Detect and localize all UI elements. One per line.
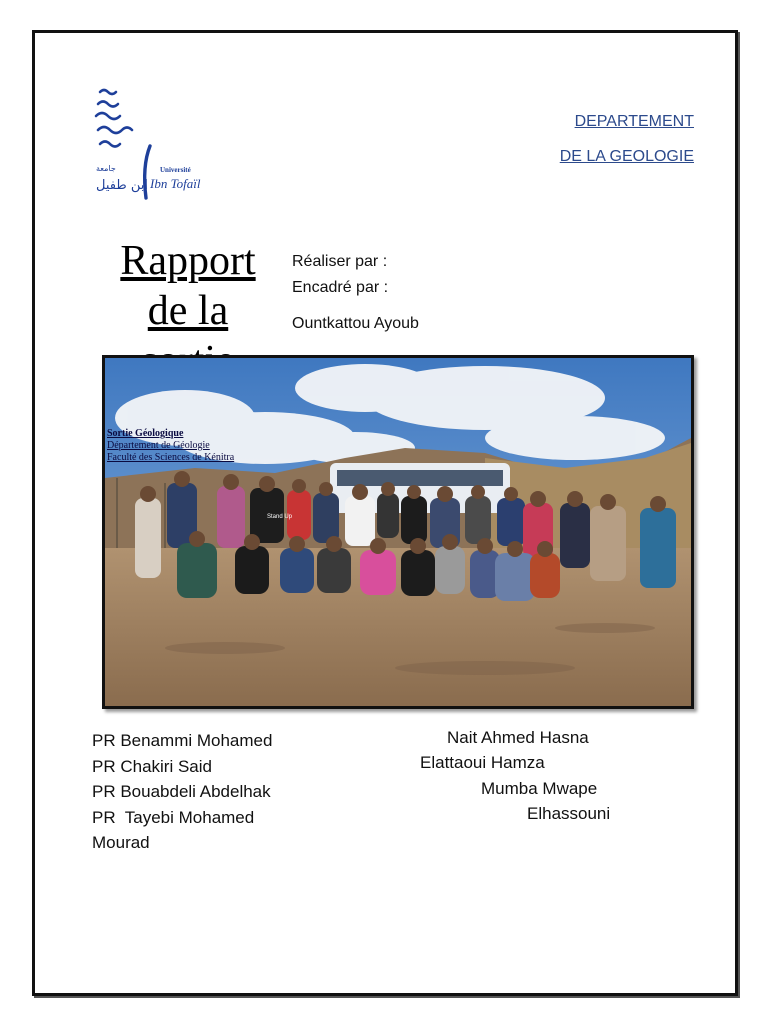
logo-univ-name: Ibn Tofaïl — [150, 176, 201, 191]
realiser-label: Réaliser par : — [292, 253, 388, 270]
supervisor-name: PR Chakiri Said — [92, 756, 212, 776]
student-name: Elattaoui Hamza — [420, 753, 545, 772]
department-line-2: DE LA GEOLOGIE — [559, 148, 694, 165]
title-line-1: Rapport — [120, 238, 256, 284]
encadre-label: Encadré par : — [292, 279, 389, 296]
caption-faculty: Faculté des Sciences de Kénitra — [107, 452, 235, 463]
report-title — [96, 236, 280, 354]
student-name: Elhassouni — [527, 804, 611, 823]
caption-department: Département de Géologie — [107, 440, 210, 451]
supervisor-name: PR Tayebi Mohamed — [92, 807, 255, 827]
student-name: Mumba Mwape — [481, 779, 598, 798]
logo-arabic-name: ابن طفيل — [96, 178, 148, 193]
photo-caption — [107, 428, 234, 464]
logo-arabic-univ: جامعة — [96, 164, 116, 173]
shirt-text: Stand Up — [267, 514, 293, 520]
supervisor-name: PR Benammi Mohamed — [92, 731, 273, 750]
logo-univ-label: Université — [160, 166, 191, 174]
group-photo-illustration — [105, 358, 691, 706]
author-name: Ountkattou Ayoub — [292, 315, 419, 332]
supervisor-name: PR Bouabdeli Abdelhak — [92, 782, 271, 801]
title-line-2: de la — [147, 288, 229, 334]
caption-title: Sortie Géologique — [107, 428, 184, 439]
group-photo — [102, 355, 694, 709]
student-name: Nait Ahmed Hasna — [447, 728, 589, 747]
department-line-1: DEPARTEMENT — [574, 113, 694, 130]
supervisor-name-cont: Mourad — [92, 833, 150, 852]
supervisors-list — [92, 728, 272, 856]
